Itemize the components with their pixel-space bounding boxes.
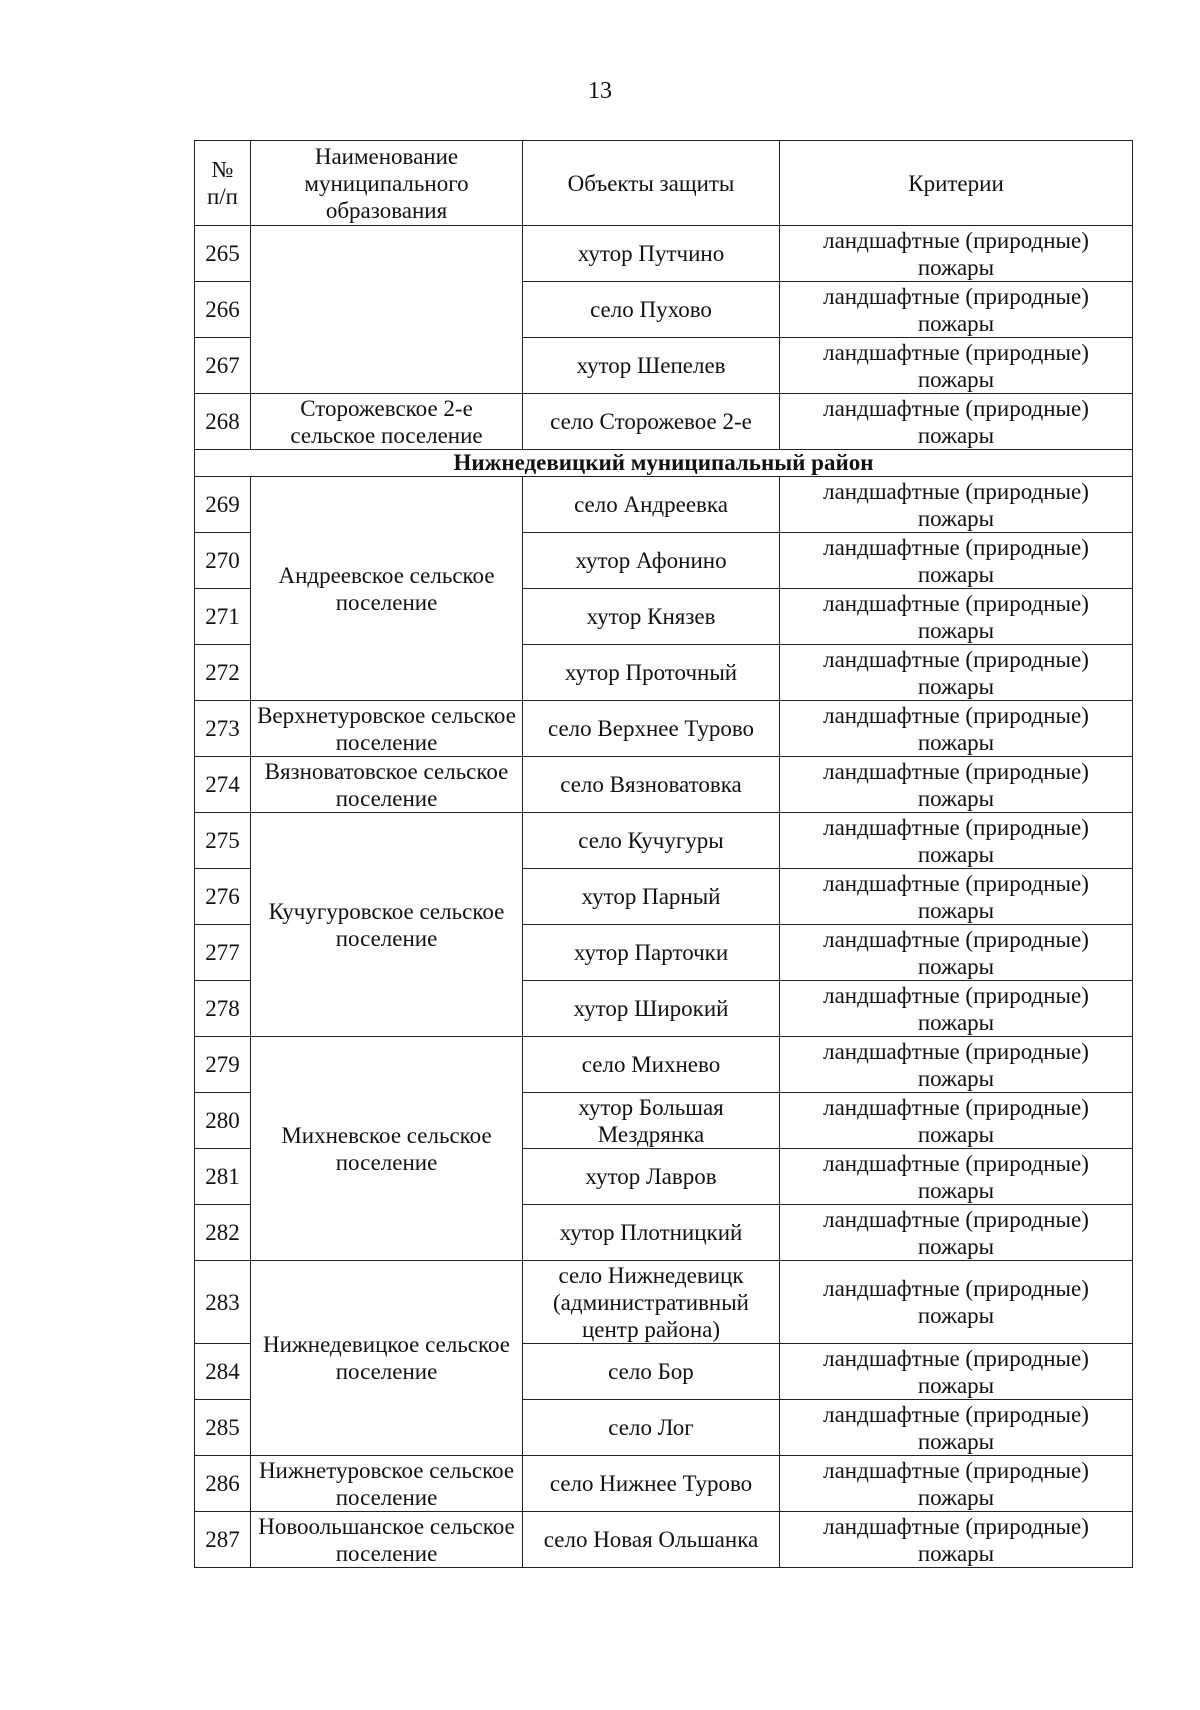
table-row xyxy=(195,226,1133,282)
municipality: Вязноватовское сельское поселение xyxy=(251,757,523,813)
header-criteria: Критерии xyxy=(780,141,1133,226)
municipality: Нижнедевицкое сельское поселение xyxy=(251,1261,523,1456)
protection-object: село Нижнедевицк (административный центр района) xyxy=(523,1261,780,1344)
header-num: № п/п xyxy=(195,141,251,226)
protection-object: хутор Плотницкий xyxy=(523,1205,780,1261)
row-number: 265 xyxy=(195,226,251,282)
protection-object: село Сторожевое 2-е xyxy=(523,394,780,450)
protection-object: село Верхнее Турово xyxy=(523,701,780,757)
municipality: Андреевское сельское поселение xyxy=(251,477,523,701)
row-number: 278 xyxy=(195,981,251,1037)
row-number: 279 xyxy=(195,1037,251,1093)
criteria: ландшафтные (природные) пожары xyxy=(780,1512,1133,1568)
page-number: 13 xyxy=(588,78,612,104)
row-number: 274 xyxy=(195,757,251,813)
table-row xyxy=(195,1456,1133,1512)
row-number: 282 xyxy=(195,1205,251,1261)
row-number: 269 xyxy=(195,477,251,533)
criteria: ландшафтные (природные) пожары xyxy=(780,282,1133,338)
row-number: 270 xyxy=(195,533,251,589)
criteria: ландшафтные (природные) пожары xyxy=(780,1261,1133,1344)
criteria: ландшафтные (природные) пожары xyxy=(780,981,1133,1037)
row-number: 272 xyxy=(195,645,251,701)
municipality: Новоольшанское сельское поселение xyxy=(251,1512,523,1568)
row-number: 275 xyxy=(195,813,251,869)
criteria: ландшафтные (природные) пожары xyxy=(780,338,1133,394)
table-row xyxy=(195,1512,1133,1568)
criteria: ландшафтные (природные) пожары xyxy=(780,925,1133,981)
municipality: Сторожевское 2-е сельское поселение xyxy=(251,394,523,450)
protection-object: село Вязноватовка xyxy=(523,757,780,813)
protection-object: хутор Парточки xyxy=(523,925,780,981)
criteria: ландшафтные (природные) пожары xyxy=(780,1149,1133,1205)
protection-object: хутор Широкий xyxy=(523,981,780,1037)
table-row xyxy=(195,1261,1133,1344)
protection-object: хутор Большая Мездрянка xyxy=(523,1093,780,1149)
table-row xyxy=(195,1037,1133,1093)
row-number: 281 xyxy=(195,1149,251,1205)
protection-object: село Пухово xyxy=(523,282,780,338)
criteria: ландшафтные (природные) пожары xyxy=(780,226,1133,282)
district-header-row xyxy=(195,450,1133,477)
criteria: ландшафтные (природные) пожары xyxy=(780,869,1133,925)
criteria: ландшафтные (природные) пожары xyxy=(780,477,1133,533)
row-number: 276 xyxy=(195,869,251,925)
row-number: 285 xyxy=(195,1400,251,1456)
table-row xyxy=(195,701,1133,757)
protection-objects-table xyxy=(194,140,1133,1568)
row-number: 284 xyxy=(195,1344,251,1400)
criteria: ландшафтные (природные) пожары xyxy=(780,394,1133,450)
criteria: ландшафтные (природные) пожары xyxy=(780,589,1133,645)
row-number: 267 xyxy=(195,338,251,394)
protection-object: хутор Проточный xyxy=(523,645,780,701)
header-municipality: Наименование муниципального образования xyxy=(251,141,523,226)
criteria: ландшафтные (природные) пожары xyxy=(780,813,1133,869)
row-number: 268 xyxy=(195,394,251,450)
protection-object: село Нижнее Турово xyxy=(523,1456,780,1512)
criteria: ландшафтные (природные) пожары xyxy=(780,533,1133,589)
row-number: 286 xyxy=(195,1456,251,1512)
table-row xyxy=(195,394,1133,450)
criteria: ландшафтные (природные) пожары xyxy=(780,1456,1133,1512)
municipality: Михневское сельское поселение xyxy=(251,1037,523,1261)
row-number: 271 xyxy=(195,589,251,645)
municipality-cell-empty xyxy=(251,226,523,394)
criteria: ландшафтные (природные) пожары xyxy=(780,1093,1133,1149)
criteria: ландшафтные (природные) пожары xyxy=(780,1400,1133,1456)
criteria: ландшафтные (природные) пожары xyxy=(780,701,1133,757)
protection-object: село Новая Ольшанка xyxy=(523,1512,780,1568)
row-number: 287 xyxy=(195,1512,251,1568)
row-number: 280 xyxy=(195,1093,251,1149)
criteria: ландшафтные (природные) пожары xyxy=(780,645,1133,701)
protection-object: село Андреевка xyxy=(523,477,780,533)
protection-object: хутор Лавров xyxy=(523,1149,780,1205)
row-number: 277 xyxy=(195,925,251,981)
municipality: Верхнетуровское сельское поселение xyxy=(251,701,523,757)
criteria: ландшафтные (природные) пожары xyxy=(780,1037,1133,1093)
district-title: Нижнедевицкий муниципальный район xyxy=(195,450,1133,477)
table-row xyxy=(195,477,1133,533)
criteria: ландшафтные (природные) пожары xyxy=(780,757,1133,813)
protection-object: хутор Шепелев xyxy=(523,338,780,394)
table-row xyxy=(195,813,1133,869)
criteria: ландшафтные (природные) пожары xyxy=(780,1344,1133,1400)
row-number: 283 xyxy=(195,1261,251,1344)
protection-object: хутор Парный xyxy=(523,869,780,925)
protection-object: село Михнево xyxy=(523,1037,780,1093)
header-object: Объекты защиты xyxy=(523,141,780,226)
protection-object: хутор Афонино xyxy=(523,533,780,589)
protection-object: село Кучугуры xyxy=(523,813,780,869)
protection-object: хутор Князев xyxy=(523,589,780,645)
protection-object: село Бор xyxy=(523,1344,780,1400)
protection-object: хутор Путчино xyxy=(523,226,780,282)
row-number: 273 xyxy=(195,701,251,757)
criteria: ландшафтные (природные) пожары xyxy=(780,1205,1133,1261)
table-row xyxy=(195,757,1133,813)
row-number: 266 xyxy=(195,282,251,338)
municipality: Нижнетуровское сельское поселение xyxy=(251,1456,523,1512)
protection-object: село Лог xyxy=(523,1400,780,1456)
table-header-row xyxy=(195,141,1133,226)
municipality: Кучугуровское сельское поселение xyxy=(251,813,523,1037)
